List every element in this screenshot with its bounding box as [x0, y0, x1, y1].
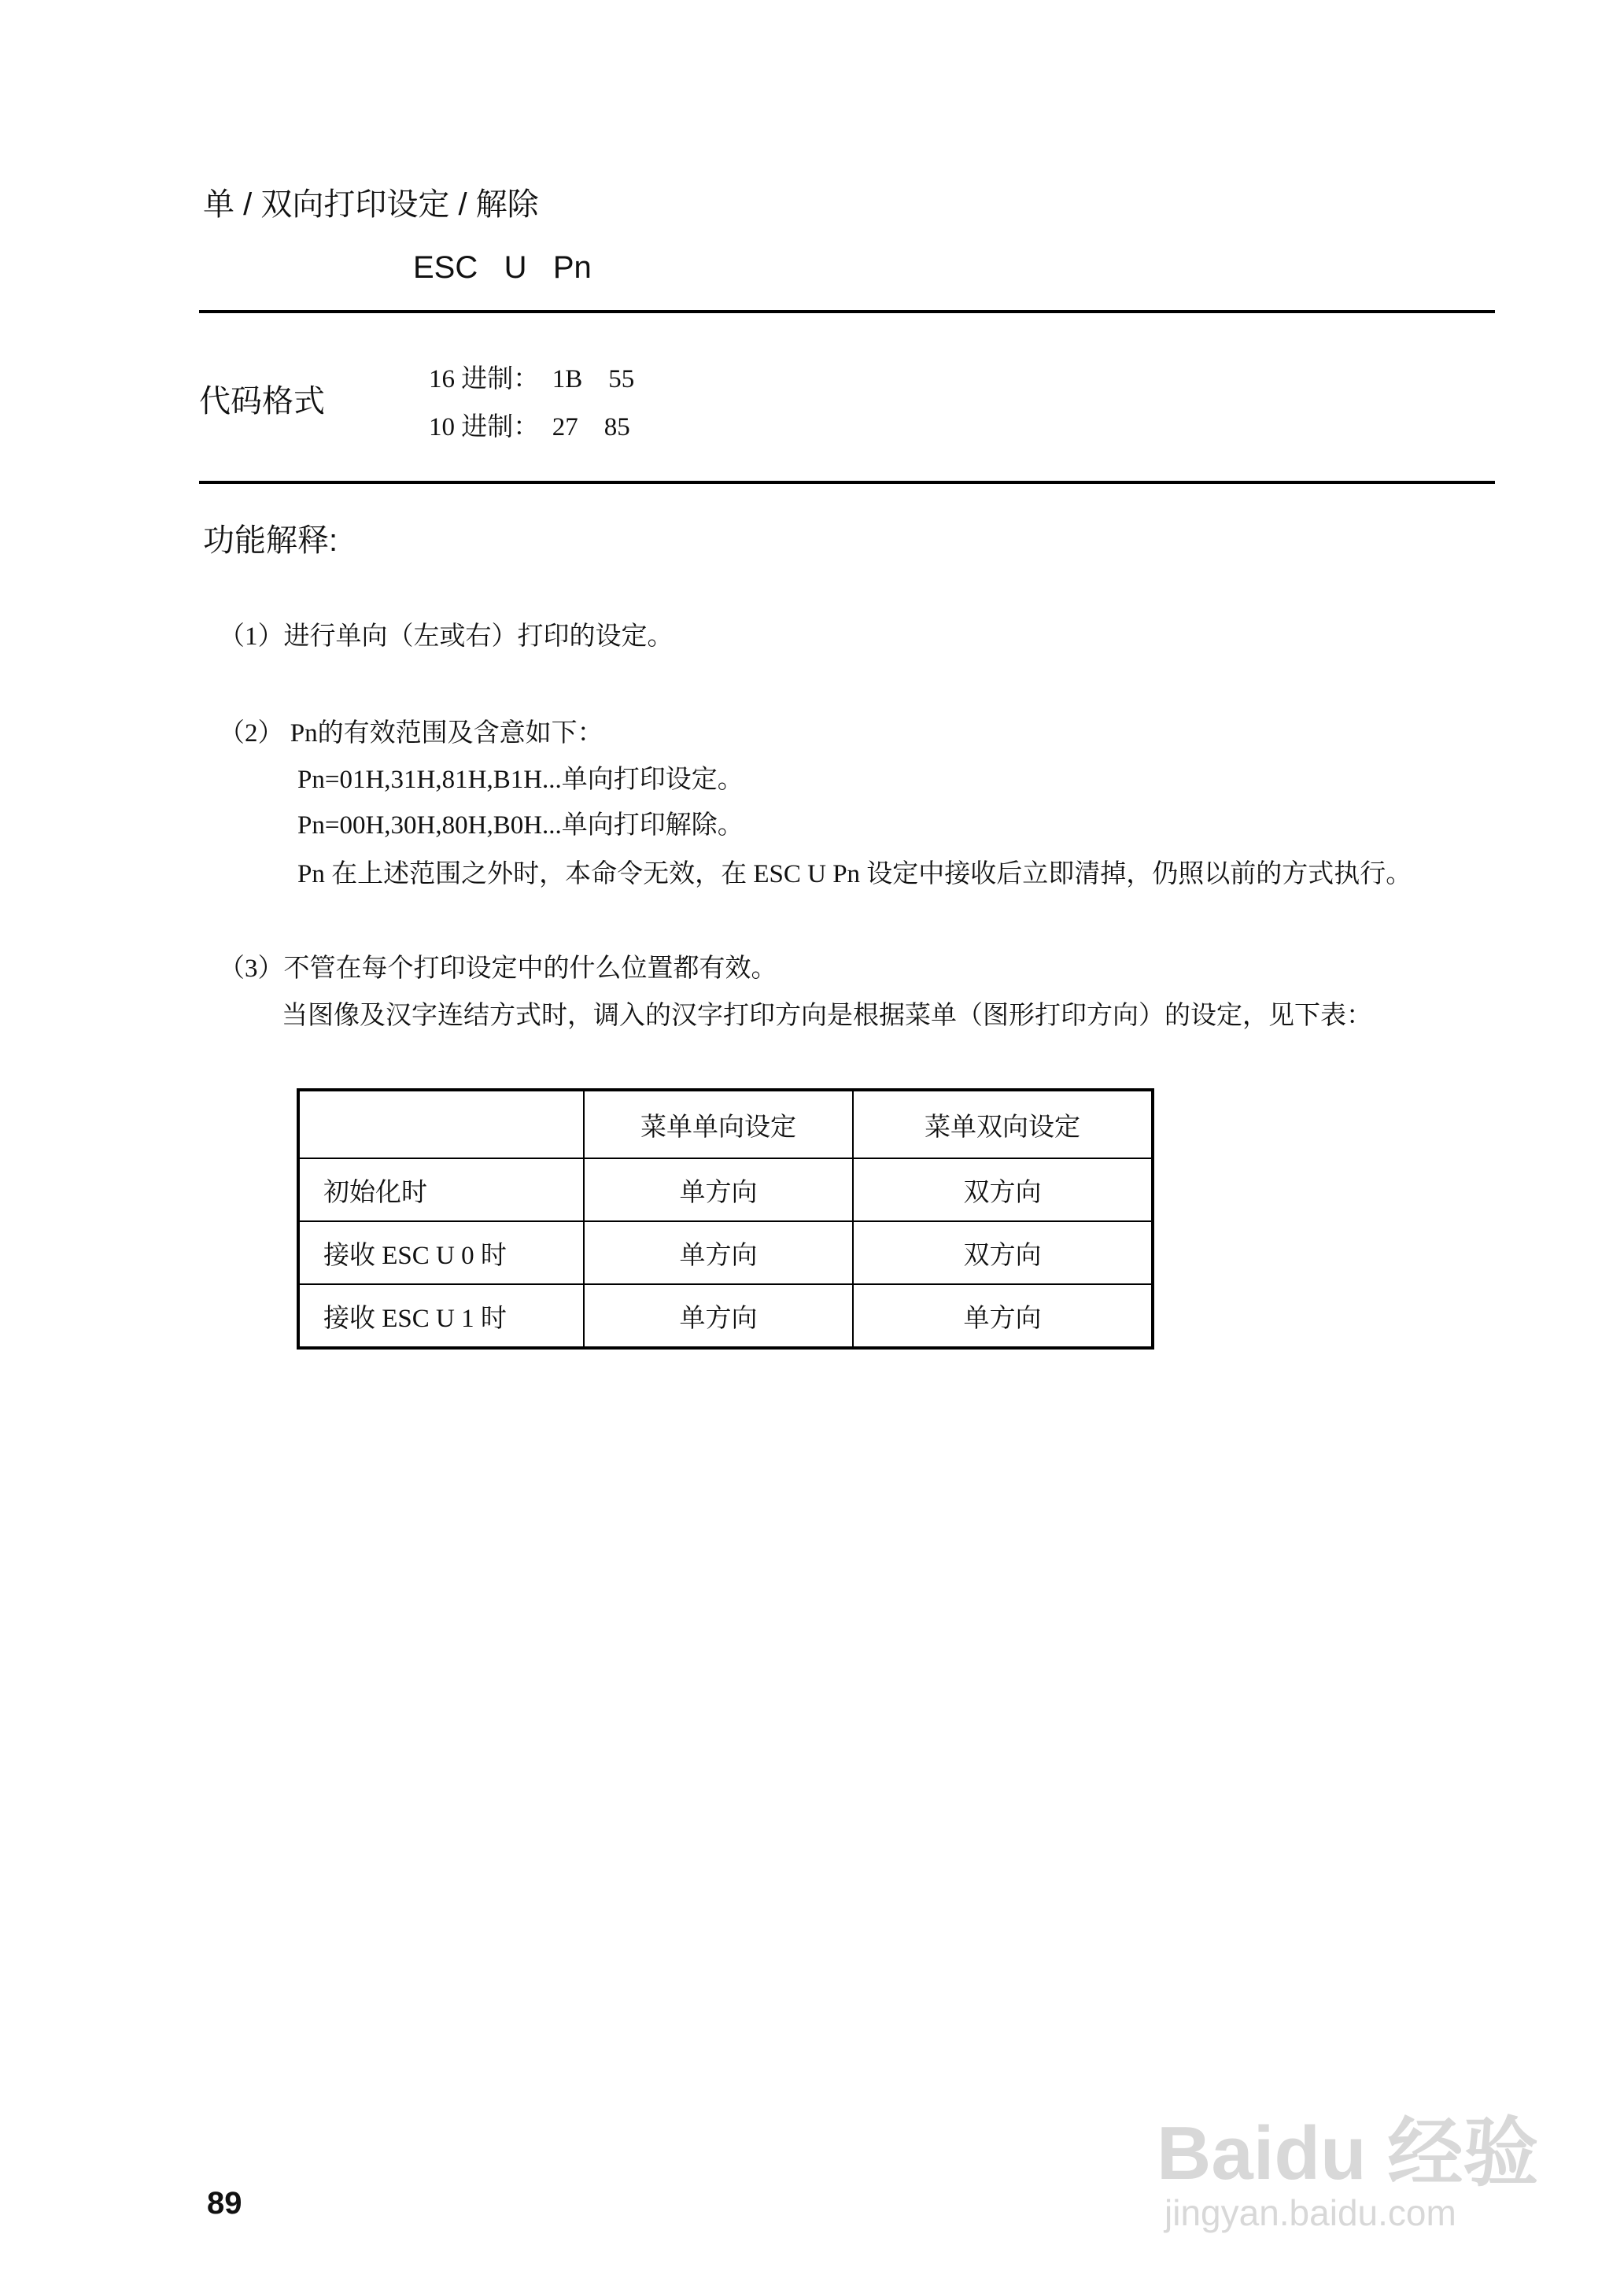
- table-header-row: [298, 1090, 1153, 1158]
- table-header: [298, 1090, 584, 1158]
- item-2b: Pn=00H,30H,80H,B0H...单向打印解除。: [297, 811, 744, 840]
- command-syntax: ESC U Pn: [413, 250, 592, 285]
- function-label: 功能解释:: [203, 523, 338, 558]
- table-cell: 双方向: [853, 1221, 1153, 1284]
- table-cell: 接收 ESC U 1 时: [298, 1284, 584, 1348]
- divider: [199, 481, 1495, 484]
- watermark-logo: Baidu 经验: [1157, 2111, 1539, 2195]
- item-3a: 当图像及汉字连结方式时，调入的汉字打印方向是根据菜单（图形打印方向）的设定，见下表：: [282, 1002, 1372, 1030]
- divider: [199, 310, 1495, 313]
- section-title: 单 / 双向打印设定 / 解除: [203, 187, 539, 222]
- dec-code: 10 进制： 27 85: [429, 413, 630, 441]
- item-3: （3）不管在每个打印设定中的什么位置都有效。: [219, 954, 777, 983]
- table-cell: 单方向: [853, 1284, 1153, 1348]
- table-header: 菜单双向设定: [853, 1090, 1153, 1158]
- watermark-url: jingyan.baidu.com: [1164, 2192, 1456, 2233]
- table-cell: 初始化时: [298, 1158, 584, 1221]
- table-cell: 双方向: [853, 1158, 1153, 1221]
- item-2: （2） Pn的有效范围及含意如下：: [219, 719, 603, 748]
- code-format-label: 代码格式: [199, 384, 325, 419]
- table-cell: 单方向: [584, 1158, 853, 1221]
- table-cell: 接收 ESC U 0 时: [298, 1221, 584, 1284]
- table-cell: 单方向: [584, 1221, 853, 1284]
- table-row: [298, 1284, 1153, 1348]
- table-cell: 单方向: [584, 1284, 853, 1348]
- hex-code: 16 进制： 1B 55: [429, 365, 635, 393]
- direction-table: [297, 1088, 1154, 1350]
- page-number: 89: [207, 2186, 242, 2221]
- item-2a: Pn=01H,31H,81H,B1H...单向打印设定。: [297, 766, 744, 794]
- item-1: （1）进行单向（左或右）打印的设定。: [219, 622, 674, 651]
- table-row: [298, 1158, 1153, 1221]
- item-2c: Pn 在上述范围之外时，本命令无效，在 ESC U Pn 设定中接收后立即清掉，仍照以前的方式执行。: [297, 860, 1412, 888]
- table-row: [298, 1221, 1153, 1284]
- table-header: 菜单单向设定: [584, 1090, 853, 1158]
